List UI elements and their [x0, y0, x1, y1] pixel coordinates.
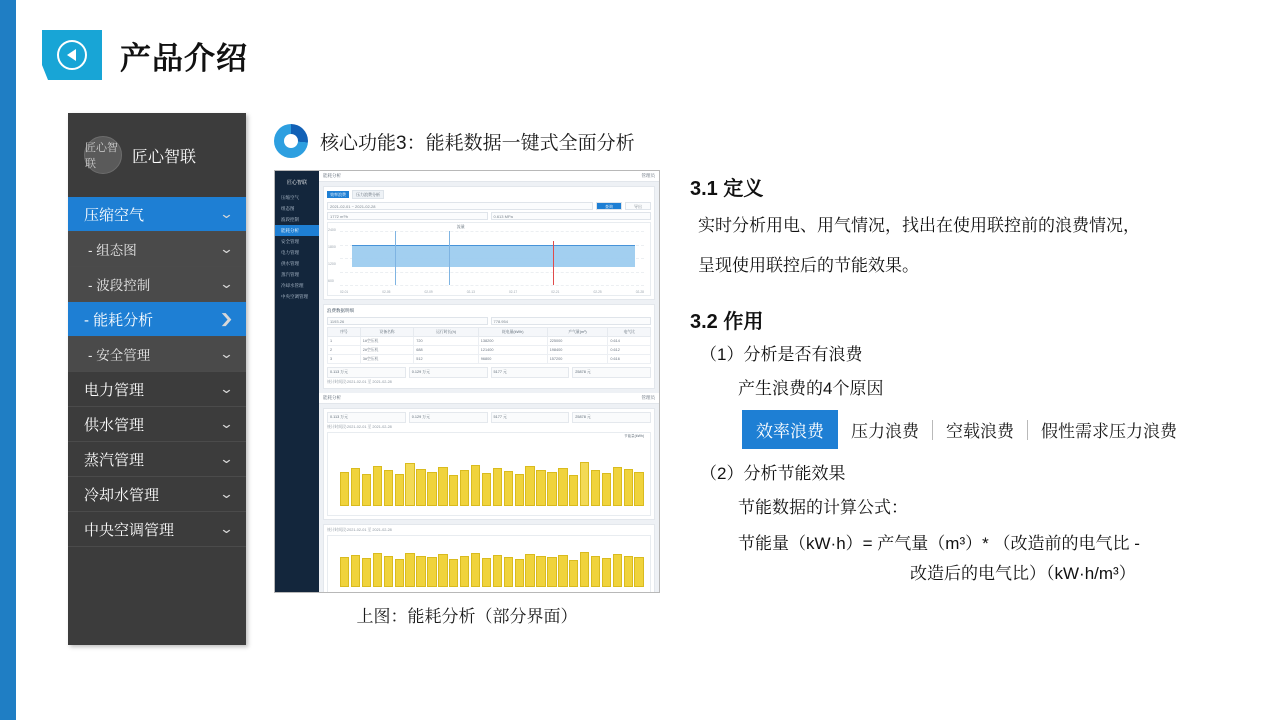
section-1-line-1: 实时分析用电、用气情况，找出在使用联控前的浪费情况， — [698, 216, 1140, 235]
app-screenshot-thumbnail — [274, 170, 660, 593]
screenshot-export-button[interactable]: 导出 — [625, 202, 651, 210]
section-2-title: 3.2 作用 — [690, 311, 764, 333]
play-left-icon — [42, 30, 102, 80]
pill-efficiency-waste[interactable]: 效率浪费 — [742, 410, 838, 449]
screenshot-kpi-row — [327, 367, 651, 378]
screenshot-panel-waste-detail — [323, 304, 655, 389]
table-row — [328, 337, 651, 346]
formula-line-2: 改造后的电气比）（kW·h/m³） — [910, 564, 1136, 583]
sidebar-brand — [68, 113, 246, 197]
page-title: 产品介绍 — [120, 40, 248, 76]
table-cell: 0.612 — [608, 346, 651, 355]
table-cell: 96800 — [478, 355, 547, 364]
chart-x-axis — [340, 290, 644, 294]
sidebar-item-power[interactable] — [68, 372, 246, 407]
section-1-line-2: 呈现使用联控后的节能效果。 — [698, 256, 919, 275]
screenshot-nav-item: 安全管理 — [281, 238, 299, 244]
screenshot-panel-saving-chart — [323, 524, 655, 593]
screenshot-kpi-row-2 — [327, 412, 651, 423]
screenshot-nav-item: 压缩空气 — [281, 194, 299, 200]
screenshot-detail-fields — [327, 317, 651, 325]
sidebar-item-diagram[interactable] — [68, 232, 246, 267]
sidebar-item-label: 电力管理 — [84, 381, 145, 399]
screenshot-topbar-2 — [319, 393, 659, 404]
table-cell: 512 — [414, 355, 479, 364]
chevron-down-icon[interactable]: ⌄ — [219, 451, 234, 466]
sidebar-item-band-control[interactable] — [68, 267, 246, 302]
table-col-header: 运行时长(h) — [414, 328, 479, 337]
chart-plot-area — [340, 231, 644, 285]
table-cell: 138200 — [478, 337, 547, 346]
chevron-down-icon[interactable]: ⌄ — [219, 381, 234, 396]
screenshot-nav-item: 中央空调管理 — [281, 293, 308, 299]
screenshot-body — [319, 171, 659, 592]
kpi-pressure-waste: 0.129 万元 — [409, 412, 488, 423]
table-cell: 225000 — [547, 337, 608, 346]
chart-y-tick: 1800 — [328, 245, 336, 249]
screenshot-sidebar — [275, 171, 319, 592]
screenshot-efficiency-waste-field: 778.954 — [491, 317, 652, 325]
table-col-header: 耗电量(kWh) — [478, 328, 547, 337]
table-cell: 2 — [328, 346, 361, 355]
kpi-efficiency-waste: 0.113 万元 — [327, 367, 406, 378]
pie-hole — [284, 134, 298, 148]
center-heading: 核心功能3：能耗数据一键式全面分析 — [320, 132, 635, 154]
table-cell: 157200 — [547, 355, 608, 364]
badge-circle — [57, 40, 87, 70]
screenshot-nav-item-active: 能耗分析 — [275, 225, 319, 236]
screenshot-panel-title — [327, 190, 651, 199]
table-col-header: 电气比 — [608, 328, 651, 337]
table-cell: 688 — [414, 346, 479, 355]
tag-efficiency-waste: 效率浪费 — [327, 191, 349, 198]
screenshot-caption: 上图：能耗分析（部分界面） — [356, 607, 578, 626]
screenshot-topbar-title: 能耗分析 — [323, 173, 341, 178]
screenshot-period-caption: 统计时间段:2021-02-01 至 2021-02-28 — [327, 380, 392, 384]
chevron-down-icon[interactable]: ⌄ — [219, 416, 234, 431]
screenshot-topbar-user-2: 管理员 — [641, 395, 655, 400]
screenshot-query-button[interactable]: 查询 — [596, 202, 622, 210]
screenshot-pressure-field: 0.613 MPa — [491, 212, 652, 220]
chart-x-tick: 02-28 — [635, 290, 644, 294]
table-col-header: 产气量(m³) — [547, 328, 608, 337]
sidebar-item-label: 供水管理 — [84, 416, 145, 434]
chevron-down-icon[interactable]: ⌄ — [219, 206, 234, 221]
screenshot-nav-item: 冷却水管理 — [281, 282, 304, 288]
chart-y-tick: 2400 — [328, 228, 336, 232]
screenshot-data-table — [327, 327, 651, 364]
table-col-header: 序号 — [328, 328, 361, 337]
screenshot-area-chart — [327, 222, 651, 296]
chevron-down-icon[interactable]: ⌄ — [219, 346, 234, 361]
screenshot-idle-waste-field: 1193.26 — [327, 317, 488, 325]
sidebar-item-label: 蒸汽管理 — [84, 451, 145, 469]
screenshot-nav-item: 电力管理 — [281, 249, 299, 255]
table-cell: 2#空压机 — [360, 346, 414, 355]
kpi-efficiency-waste: 0.113 万元 — [327, 412, 406, 423]
sidebar-item-label: - 波段控制 — [88, 278, 151, 293]
section-2-item-1-sub: 产生浪费的4个原因 — [738, 379, 884, 398]
kpi-idle-waste: 5177 元 — [491, 367, 570, 378]
screenshot-filter-row — [327, 202, 651, 210]
screenshot-topbar — [319, 171, 659, 182]
section-2-item-2-sub: 节能数据的计算公式： — [738, 498, 908, 517]
chevron-down-icon[interactable]: ⌄ — [219, 276, 234, 291]
table-cell: 0.616 — [608, 355, 651, 364]
screenshot-flow-field: 1772 m³/h — [327, 212, 488, 220]
pill-pressure-waste[interactable]: 压力浪费 — [851, 422, 919, 441]
screenshot-nav-item: 组态图 — [281, 205, 295, 211]
brand-logo-icon: 匠心智联 — [84, 136, 122, 174]
screenshot-panel-title: 浪费数据明细 — [327, 308, 354, 313]
section-2-item-2: （2）分析节能效果 — [700, 464, 846, 483]
sidebar-item-energy-analysis[interactable] — [68, 302, 246, 337]
chart-y-tick: 600 — [328, 279, 334, 283]
sidebar-item-steam[interactable] — [68, 442, 246, 477]
screenshot-nav-item: 供水管理 — [281, 260, 299, 266]
chevron-right-icon[interactable]: ❯ — [219, 311, 234, 326]
brand-name: 匠心智联 — [132, 148, 197, 166]
chart-x-tick: 02-01 — [340, 290, 349, 294]
waste-reason-pill-group — [742, 410, 1250, 449]
chart-x-tick: 02-13 — [466, 290, 475, 294]
screenshot-bar-chart-2 — [327, 535, 651, 593]
kpi-false-demand: 25878 元 — [572, 367, 651, 378]
slide-title-row — [42, 30, 248, 80]
section-1-title: 3.1 定义 — [690, 178, 764, 200]
sidebar-item-label: - 能耗分析 — [84, 311, 154, 329]
chevron-down-icon[interactable]: ⌄ — [219, 486, 234, 501]
triangle-left-shape — [67, 49, 76, 61]
formula-line-1: 节能量（kW·h）= 产气量（m³）* （改造前的电气比 - — [738, 534, 1140, 553]
screenshot-nav-item: 波段控制 — [281, 216, 299, 222]
chevron-down-icon[interactable]: ⌄ — [219, 521, 234, 536]
table-header-row — [328, 328, 651, 337]
chart-x-tick: 02-05 — [382, 290, 391, 294]
sidebar-item-central-ac[interactable] — [68, 512, 246, 547]
table-cell: 720 — [414, 337, 479, 346]
screenshot-panel-saving-kpis — [323, 408, 655, 520]
table-row — [328, 355, 651, 364]
chart-legend-2: 节能量(kWh) — [624, 434, 644, 438]
kpi-pressure-waste: 0.129 万元 — [409, 367, 488, 378]
screenshot-date-range-field[interactable]: 2021-02-01 ~ 2021-02-28 — [327, 202, 593, 210]
sidebar-item-label: - 安全管理 — [88, 348, 151, 363]
center-heading-row — [274, 124, 635, 158]
chevron-down-icon[interactable]: ⌄ — [219, 241, 234, 256]
table-cell: 3 — [328, 355, 361, 364]
sidebar-item-cooling-water[interactable] — [68, 477, 246, 512]
chart-x-tick: 02-25 — [593, 290, 602, 294]
chart-marker-line — [553, 241, 554, 285]
screenshot-brand: 匠心智联 — [286, 180, 307, 186]
screenshot-bar-chart-1 — [327, 432, 651, 516]
chart-x-tick: 02-09 — [424, 290, 433, 294]
sidebar-item-label: 中央空调管理 — [84, 521, 175, 539]
table-cell: 3#空压机 — [360, 355, 414, 364]
sidebar-item-safety[interactable] — [68, 337, 246, 372]
section-2-item-1: （1）分析是否有浪费 — [700, 345, 863, 364]
chart-x-tick: 02-17 — [509, 290, 518, 294]
table-cell: 1 — [328, 337, 361, 346]
sidebar-item-label: 压缩空气 — [84, 206, 145, 224]
table-cell: 1#空压机 — [360, 337, 414, 346]
sidebar-item-label: - 组态图 — [88, 243, 137, 258]
sidebar-item-compressed-air[interactable] — [68, 197, 246, 232]
pill-idle-waste[interactable]: 空载浪费 — [946, 422, 1014, 441]
kpi-false-demand: 25878 元 — [572, 412, 651, 423]
table-cell: 0.614 — [608, 337, 651, 346]
table-cell: 198400 — [547, 346, 608, 355]
chart-x-tick: 02-21 — [551, 290, 560, 294]
sidebar-item-water[interactable] — [68, 407, 246, 442]
sidebar-mock — [68, 113, 246, 645]
sidebar-item-label: 冷却水管理 — [84, 486, 160, 504]
screenshot-topbar-title-2: 能耗分析 — [323, 395, 341, 400]
table-row — [328, 346, 651, 355]
table-col-header: 设备名称 — [360, 328, 414, 337]
chart-legend: 流量 — [456, 224, 465, 229]
right-content-column — [690, 172, 1250, 589]
chart-y-tick: 1200 — [328, 262, 336, 266]
screenshot-panel-waste-analysis — [323, 186, 655, 300]
screenshot-nav-item: 蒸汽管理 — [281, 271, 299, 277]
screenshot-period-caption-2: 统计时间段:2021-02-01 至 2021-02-28 — [327, 425, 392, 429]
table-cell: 121400 — [478, 346, 547, 355]
pie-chart-icon — [274, 124, 308, 158]
kpi-idle-waste: 5177 元 — [491, 412, 570, 423]
screenshot-kpi-fields — [327, 212, 651, 220]
left-accent-bar — [0, 0, 16, 720]
pill-false-demand-pressure-waste[interactable]: 假性需求压力浪费 — [1041, 422, 1177, 441]
tag-pressure-waste: 压力浪费分析 — [352, 190, 384, 199]
screenshot-period-caption-3: 统计时间段:2021-02-01 至 2021-02-28 — [327, 528, 392, 532]
screenshot-topbar-user: 管理员 — [641, 173, 655, 178]
